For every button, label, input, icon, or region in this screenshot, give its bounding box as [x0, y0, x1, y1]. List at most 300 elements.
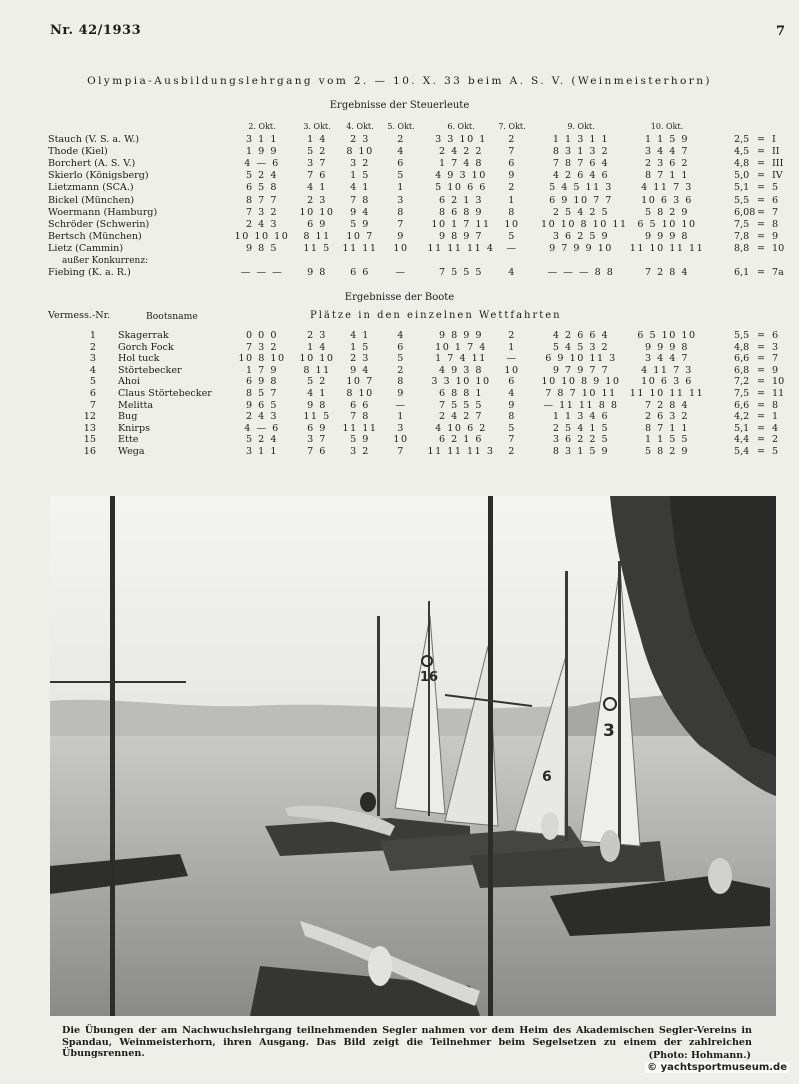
- date-header: 6. Okt.: [447, 122, 475, 131]
- helmsman-name: Schröder (Schwerin): [48, 218, 150, 230]
- result-cell: 4 10 6 2: [435, 422, 487, 434]
- result-cell: 1 1 3 4 6: [552, 411, 610, 423]
- result-cell: 5 8 2 9: [644, 206, 690, 218]
- result-cell: —: [506, 242, 518, 254]
- article-title: Olympia-Ausbildungslehrgang vom 2. — 10. X. 33 beim A. S. V. (Weinmeisterhorn): [87, 75, 712, 87]
- result-cell: 9 8: [307, 399, 327, 411]
- boat-name: Claus Störtebecker: [118, 388, 212, 399]
- boat-name: Ette: [118, 434, 139, 446]
- points: 8,8: [734, 242, 750, 254]
- col-places: Plätze in den einzelnen Wettfahrten: [310, 310, 562, 321]
- points: 4,5: [734, 146, 750, 158]
- result-cell: 10: [504, 218, 520, 230]
- result-cell: 4 9 3 10: [435, 170, 487, 182]
- result-cell: 2 3 6 2: [644, 158, 690, 170]
- issue-number: Nr. 42/1933: [50, 23, 142, 38]
- boat-name: Wega: [118, 446, 145, 457]
- sailing-photo: [50, 496, 776, 1016]
- result-cell: 2 4 3: [246, 218, 278, 230]
- result-cell: 11 11: [342, 422, 378, 434]
- boat-row: [0, 353, 799, 365]
- result-cell: 5 8 2 9: [644, 446, 690, 457]
- result-cell: 4 9 3 8: [438, 364, 484, 376]
- result-cell: 2 4 2 7: [438, 411, 484, 423]
- points: 6,8: [734, 364, 750, 376]
- result-cell: —: [395, 267, 407, 279]
- points: 4,2: [734, 411, 750, 423]
- rank: I: [772, 134, 776, 145]
- points: 4,8: [734, 341, 750, 353]
- result-cell: 6 9 10 11 3: [545, 353, 617, 365]
- result-cell: 6 9 8: [246, 376, 278, 388]
- helmsman-row: [0, 243, 799, 255]
- points: 6,08: [734, 206, 756, 218]
- rank: II: [772, 146, 780, 158]
- date-header: 9. Okt.: [567, 122, 595, 131]
- helmsman-name: Bertsch (München): [48, 230, 142, 242]
- result-cell: 5 2 4: [246, 170, 278, 182]
- result-cell: 9: [397, 230, 405, 242]
- result-cell: 6 9: [307, 422, 327, 434]
- equals-sign: =: [757, 330, 766, 341]
- result-cell: 1 9 9: [246, 146, 278, 158]
- result-cell: 2 4 2 2: [438, 146, 484, 158]
- ausser-konkurrenz-note: [0, 255, 799, 267]
- result-cell: 10 1 7 11: [431, 218, 491, 230]
- result-cell: 2: [397, 134, 405, 145]
- result-cell: 8: [508, 411, 516, 423]
- equals-sign: =: [757, 388, 766, 399]
- result-cell: 4 — 6: [244, 158, 280, 170]
- boote-heading: Ergebnisse der Boote: [344, 292, 455, 303]
- result-cell: 3 7: [307, 434, 327, 446]
- points: 7,2: [734, 376, 750, 388]
- result-cell: 4 1: [307, 182, 327, 194]
- result-cell: 6 8 8 1: [438, 388, 484, 399]
- helmsman-row: [0, 158, 799, 170]
- result-cell: 8: [508, 206, 516, 218]
- helmsman-row: [0, 146, 799, 158]
- result-cell: 9: [508, 399, 516, 411]
- result-cell: 2: [508, 330, 516, 341]
- result-cell: 8 7 7: [246, 194, 278, 206]
- result-cell: 7 2 8 4: [644, 399, 690, 411]
- result-cell: 4: [397, 146, 405, 158]
- boat-row: [0, 342, 799, 354]
- boat-row: [0, 400, 799, 412]
- result-cell: 10 6 3 6: [641, 376, 693, 388]
- equals-sign: =: [757, 146, 766, 158]
- photo-caption: Die Übungen der am Nachwuchslehrgang teilnehmenden Segler nahmen vor dem Heim des Akademischen Segler-Vereins in Spandau, Weinmeisterhorn, ihren Ausgang. Das Bild zeigt die Teilnehmer beim Segelsetzen zu einem der zahlreichen Übungsrennen.: [62, 1025, 752, 1059]
- result-cell: 3 6 2 5 9: [552, 230, 610, 242]
- helmsman-row: [0, 267, 799, 279]
- boat-row: [0, 446, 799, 458]
- result-cell: 4 1: [350, 330, 370, 341]
- result-cell: 8 11: [303, 230, 331, 242]
- points: 5,1: [734, 182, 750, 194]
- result-cell: 9 4: [350, 206, 370, 218]
- result-cell: 10 10 8 9 10: [541, 376, 621, 388]
- equals-sign: =: [757, 158, 766, 170]
- result-cell: 10: [504, 364, 520, 376]
- result-cell: —: [395, 399, 407, 411]
- watermark: © yachtsportmuseum.de: [647, 1062, 787, 1073]
- result-cell: 9 7 9 9 10: [549, 242, 613, 254]
- equals-sign: =: [757, 364, 766, 376]
- result-cell: 4 1: [307, 388, 327, 399]
- result-cell: 7 6: [307, 170, 327, 182]
- points: 6,6: [734, 353, 750, 365]
- points: 7,5: [734, 218, 750, 230]
- points: 7,8: [734, 230, 750, 242]
- boat-number: 12: [83, 411, 96, 423]
- result-cell: 8 3 1 5 9: [552, 446, 610, 457]
- result-cell: — — — 8 8: [547, 267, 615, 279]
- result-cell: 9: [508, 170, 516, 182]
- result-cell: 7 3 2: [246, 341, 278, 353]
- points: 6,6: [734, 399, 750, 411]
- result-cell: 5: [508, 422, 516, 434]
- equals-sign: =: [757, 411, 766, 423]
- result-cell: 5: [397, 353, 405, 365]
- boat-name: Störtebecker: [118, 364, 182, 376]
- date-header: 2. Okt.: [248, 122, 276, 131]
- boat-number: 6: [89, 388, 96, 399]
- result-cell: 9: [397, 388, 405, 399]
- rank: 4: [772, 422, 779, 434]
- helmsman-name: Lietzmann (SCA.): [48, 182, 134, 194]
- result-cell: 8 7 1 1: [644, 170, 690, 182]
- result-cell: 9 9 9 8: [644, 230, 690, 242]
- rank: III: [772, 158, 784, 170]
- result-cell: 2: [508, 134, 516, 145]
- result-cell: 9 8 9 7: [438, 230, 484, 242]
- result-cell: 2: [508, 446, 516, 457]
- boat-row: [0, 411, 799, 423]
- result-cell: 1: [397, 411, 405, 423]
- result-cell: 5: [397, 170, 405, 182]
- result-cell: 10: [393, 434, 409, 446]
- equals-sign: =: [757, 206, 766, 218]
- boat-name: Ahoi: [118, 376, 140, 388]
- result-cell: 2 3: [307, 330, 327, 341]
- points: 5,4: [734, 446, 750, 457]
- boat-name: Hol tuck: [118, 353, 160, 365]
- result-cell: 1: [508, 194, 516, 206]
- result-cell: 3 2: [350, 446, 370, 457]
- result-cell: 9 6 5: [246, 399, 278, 411]
- result-cell: 1 7 9: [246, 364, 278, 376]
- equals-sign: =: [757, 267, 766, 279]
- result-cell: 2 5 4 1 5: [552, 422, 610, 434]
- result-cell: 10 10 8 10 11: [541, 218, 628, 230]
- result-cell: 5 4 5 3 2: [552, 341, 610, 353]
- points: 2,5: [734, 134, 750, 145]
- steuerleute-heading: Ergebnisse der Steuerleute: [329, 100, 470, 111]
- result-cell: 7: [508, 434, 516, 446]
- result-cell: 8 6 8 9: [438, 206, 484, 218]
- rank: 8: [772, 399, 779, 411]
- result-cell: 2 6 3 2: [644, 411, 690, 423]
- rank: 1: [772, 411, 779, 423]
- points: 5,0: [734, 170, 750, 182]
- result-cell: 2 3: [350, 134, 370, 145]
- result-cell: 7 8 7 6 4: [552, 158, 610, 170]
- points: 5,5: [734, 330, 750, 341]
- result-cell: 10: [393, 242, 409, 254]
- result-cell: 3 4 4 7: [644, 146, 690, 158]
- result-cell: 7 5 5 5: [438, 399, 484, 411]
- sail-number-16: 16: [420, 670, 439, 685]
- result-cell: 8 11: [303, 364, 331, 376]
- boat-number: 7: [89, 399, 96, 411]
- result-cell: 6: [397, 341, 405, 353]
- result-cell: 9 8 9 9: [438, 330, 484, 341]
- result-cell: 3 6 2 2 5: [552, 434, 610, 446]
- col-vermess-nr: Vermess.-Nr.: [48, 310, 111, 321]
- points: 5,5: [734, 194, 750, 206]
- equals-sign: =: [757, 353, 766, 365]
- result-cell: 6 5 10 10: [637, 330, 697, 341]
- result-cell: 5 2: [307, 376, 327, 388]
- result-cell: 2 3: [350, 353, 370, 365]
- helmsman-row: [0, 219, 799, 231]
- result-cell: 1 5: [350, 170, 370, 182]
- result-cell: 7: [397, 218, 405, 230]
- result-cell: 0 0 0: [246, 330, 278, 341]
- rank: 9: [772, 364, 779, 376]
- result-cell: 10 7: [346, 230, 374, 242]
- result-cell: 2 4 3: [246, 411, 278, 423]
- result-cell: 11 10 11 11: [629, 388, 705, 399]
- result-cell: 10 10: [299, 353, 335, 365]
- points: 5,1: [734, 422, 750, 434]
- result-cell: 9 8: [307, 267, 327, 279]
- sail-number-6: 6: [542, 769, 552, 785]
- equals-sign: =: [757, 446, 766, 457]
- helmsman-row: [0, 231, 799, 243]
- boat-row: [0, 434, 799, 446]
- result-cell: 11 11: [342, 242, 378, 254]
- helmsman-row: [0, 170, 799, 182]
- col-bootsname: Bootsname: [146, 311, 198, 322]
- rank: 7: [772, 353, 779, 365]
- result-cell: 10 10: [299, 206, 335, 218]
- helmsman-row: [0, 182, 799, 194]
- result-cell: 4 — 6: [244, 422, 280, 434]
- result-cell: 10 8 10: [238, 353, 286, 365]
- result-cell: 2: [397, 364, 405, 376]
- result-cell: 11 10 11 11: [629, 242, 705, 254]
- rank: 5: [772, 182, 779, 194]
- result-cell: 1 1 5 9: [644, 134, 690, 145]
- result-cell: 1 4: [307, 341, 327, 353]
- boat-number: 15: [83, 434, 96, 446]
- date-header: 5. Okt.: [387, 122, 415, 131]
- boat-row: [0, 376, 799, 388]
- result-cell: 11 5: [303, 242, 331, 254]
- points: 6,1: [734, 267, 750, 279]
- helmsman-row: [0, 207, 799, 219]
- result-cell: 6 9 10 7 7: [549, 194, 613, 206]
- equals-sign: =: [757, 422, 766, 434]
- rank: IV: [772, 170, 783, 182]
- boat-name: Knirps: [118, 422, 151, 434]
- result-cell: 6 2 1 6: [438, 434, 484, 446]
- boat-row: [0, 388, 799, 400]
- helmsman-name: Borchert (A. S. V.): [48, 158, 136, 170]
- sail-number-3: 3: [603, 721, 615, 741]
- rank: 7a: [772, 267, 784, 279]
- result-cell: 3 1 1: [246, 134, 278, 145]
- result-cell: 8 3 1 3 2: [552, 146, 610, 158]
- result-cell: 8: [397, 206, 405, 218]
- helmsman-name: Thode (Kiel): [48, 146, 108, 158]
- rank: 10: [772, 242, 785, 254]
- result-cell: 10 6 3 6: [641, 194, 693, 206]
- result-cell: 7 2 8 4: [644, 267, 690, 279]
- result-cell: 7: [397, 446, 405, 457]
- result-cell: 8: [397, 376, 405, 388]
- rank: 2: [772, 434, 779, 446]
- result-cell: 10 1 7 4: [435, 341, 487, 353]
- result-cell: 1 7 4 11: [435, 353, 487, 365]
- result-cell: 3 7: [307, 158, 327, 170]
- helmsman-row: [0, 195, 799, 207]
- result-cell: 11 11 11 3: [427, 446, 495, 457]
- result-cell: 3: [397, 194, 405, 206]
- result-cell: 6: [508, 376, 516, 388]
- result-cell: 7 8 7 10 11: [545, 388, 617, 399]
- boat-number: 4: [89, 364, 96, 376]
- boat-number: 2: [89, 341, 96, 353]
- result-cell: 1: [397, 182, 405, 194]
- rank: 10: [772, 376, 785, 388]
- result-cell: 4 11 7 3: [641, 182, 693, 194]
- result-cell: 3 3 10 10: [431, 376, 491, 388]
- result-cell: 2 3: [307, 194, 327, 206]
- result-cell: 8 10: [346, 146, 374, 158]
- equals-sign: =: [757, 230, 766, 242]
- result-cell: 5: [508, 230, 516, 242]
- result-cell: 4: [397, 330, 405, 341]
- result-cell: 4 11 7 3: [641, 364, 693, 376]
- equals-sign: =: [757, 376, 766, 388]
- result-cell: 1 1 3 1 1: [552, 134, 610, 145]
- result-cell: 7 8: [350, 194, 370, 206]
- result-cell: —: [506, 353, 518, 365]
- boat-number: 1: [89, 330, 96, 341]
- result-cell: 7 5 5 5: [438, 267, 484, 279]
- helmsman-name: Skierlo (Königsberg): [48, 170, 149, 182]
- date-header: 10. Okt.: [650, 122, 684, 131]
- result-cell: 7 6: [307, 446, 327, 457]
- equals-sign: =: [757, 434, 766, 446]
- result-cell: 8 5 7: [246, 388, 278, 399]
- equals-sign: =: [757, 242, 766, 254]
- result-cell: 6 6: [350, 399, 370, 411]
- helmsman-name: Woermann (Hamburg): [48, 206, 158, 218]
- boat-name: Skagerrak: [118, 330, 169, 341]
- helmsman-row: [0, 134, 799, 146]
- boat-number: 5: [89, 376, 96, 388]
- boat-name: Bug: [118, 411, 138, 423]
- rank: 9: [772, 230, 779, 242]
- rank: 7: [772, 206, 779, 218]
- boat-row: [0, 330, 799, 342]
- equals-sign: =: [757, 399, 766, 411]
- result-cell: 7 3 2: [246, 206, 278, 218]
- result-cell: 3: [397, 422, 405, 434]
- result-cell: 8 10: [346, 388, 374, 399]
- helmsman-name: Stauch (V. S. a. W.): [48, 134, 140, 145]
- page-number: 7: [775, 24, 785, 39]
- result-cell: 6 5 10 10: [637, 218, 697, 230]
- result-cell: 4: [508, 267, 516, 279]
- points: 7,5: [734, 388, 750, 399]
- result-cell: 9 4: [350, 364, 370, 376]
- result-cell: 9 7 9 7 7: [552, 364, 610, 376]
- result-cell: 1: [508, 341, 516, 353]
- helmsman-name: Bickel (München): [48, 194, 135, 206]
- photo-illustration: [50, 496, 776, 1016]
- result-cell: 8 7 1 1: [644, 422, 690, 434]
- date-header: 3. Okt.: [303, 122, 331, 131]
- equals-sign: =: [757, 341, 766, 353]
- result-cell: 10 10 10: [234, 230, 290, 242]
- result-cell: 6 2 1 3: [438, 194, 484, 206]
- rank: 5: [772, 446, 779, 457]
- result-cell: 11 11 11 4: [427, 242, 495, 254]
- helmsman-name: außer Konkurrenz:: [62, 256, 149, 266]
- result-cell: 9 9 9 8: [644, 341, 690, 353]
- result-cell: 3 1 1: [246, 446, 278, 457]
- result-cell: 5 2: [307, 146, 327, 158]
- date-header: 7. Okt.: [498, 122, 526, 131]
- result-cell: 3 3 10 1: [435, 134, 487, 145]
- result-cell: 2 5 4 2 5: [552, 206, 610, 218]
- equals-sign: =: [757, 134, 766, 145]
- boat-number: 16: [83, 446, 96, 457]
- result-cell: 2: [508, 182, 516, 194]
- rank: 6: [772, 330, 779, 341]
- boat-row: [0, 365, 799, 377]
- boat-name: Melitta: [118, 399, 154, 411]
- result-cell: 1 7 4 8: [438, 158, 484, 170]
- result-cell: 4 2 6 4 6: [552, 170, 610, 182]
- rank: 11: [772, 388, 785, 399]
- result-cell: 6 5 8: [246, 182, 278, 194]
- result-cell: 3 4 4 7: [644, 353, 690, 365]
- points: 4,8: [734, 158, 750, 170]
- equals-sign: =: [757, 170, 766, 182]
- result-cell: 5 2 4: [246, 434, 278, 446]
- rank: 6: [772, 194, 779, 206]
- photo-credit: (Photo: Hohmann.): [648, 1050, 751, 1061]
- boat-row: [0, 423, 799, 435]
- result-cell: 5 10 6 6: [435, 182, 487, 194]
- result-cell: 5 9: [350, 218, 370, 230]
- boat-name: Gorch Fock: [118, 341, 174, 353]
- result-cell: 11 5: [303, 411, 331, 423]
- result-cell: 6 6: [350, 267, 370, 279]
- date-header: 4. Okt.: [346, 122, 374, 131]
- result-cell: 4 2 6 6 4: [552, 330, 610, 341]
- boat-number: 3: [89, 353, 96, 365]
- helmsman-name: Lietz (Cammin): [48, 242, 124, 254]
- result-cell: 7: [508, 146, 516, 158]
- result-cell: 4 1: [350, 182, 370, 194]
